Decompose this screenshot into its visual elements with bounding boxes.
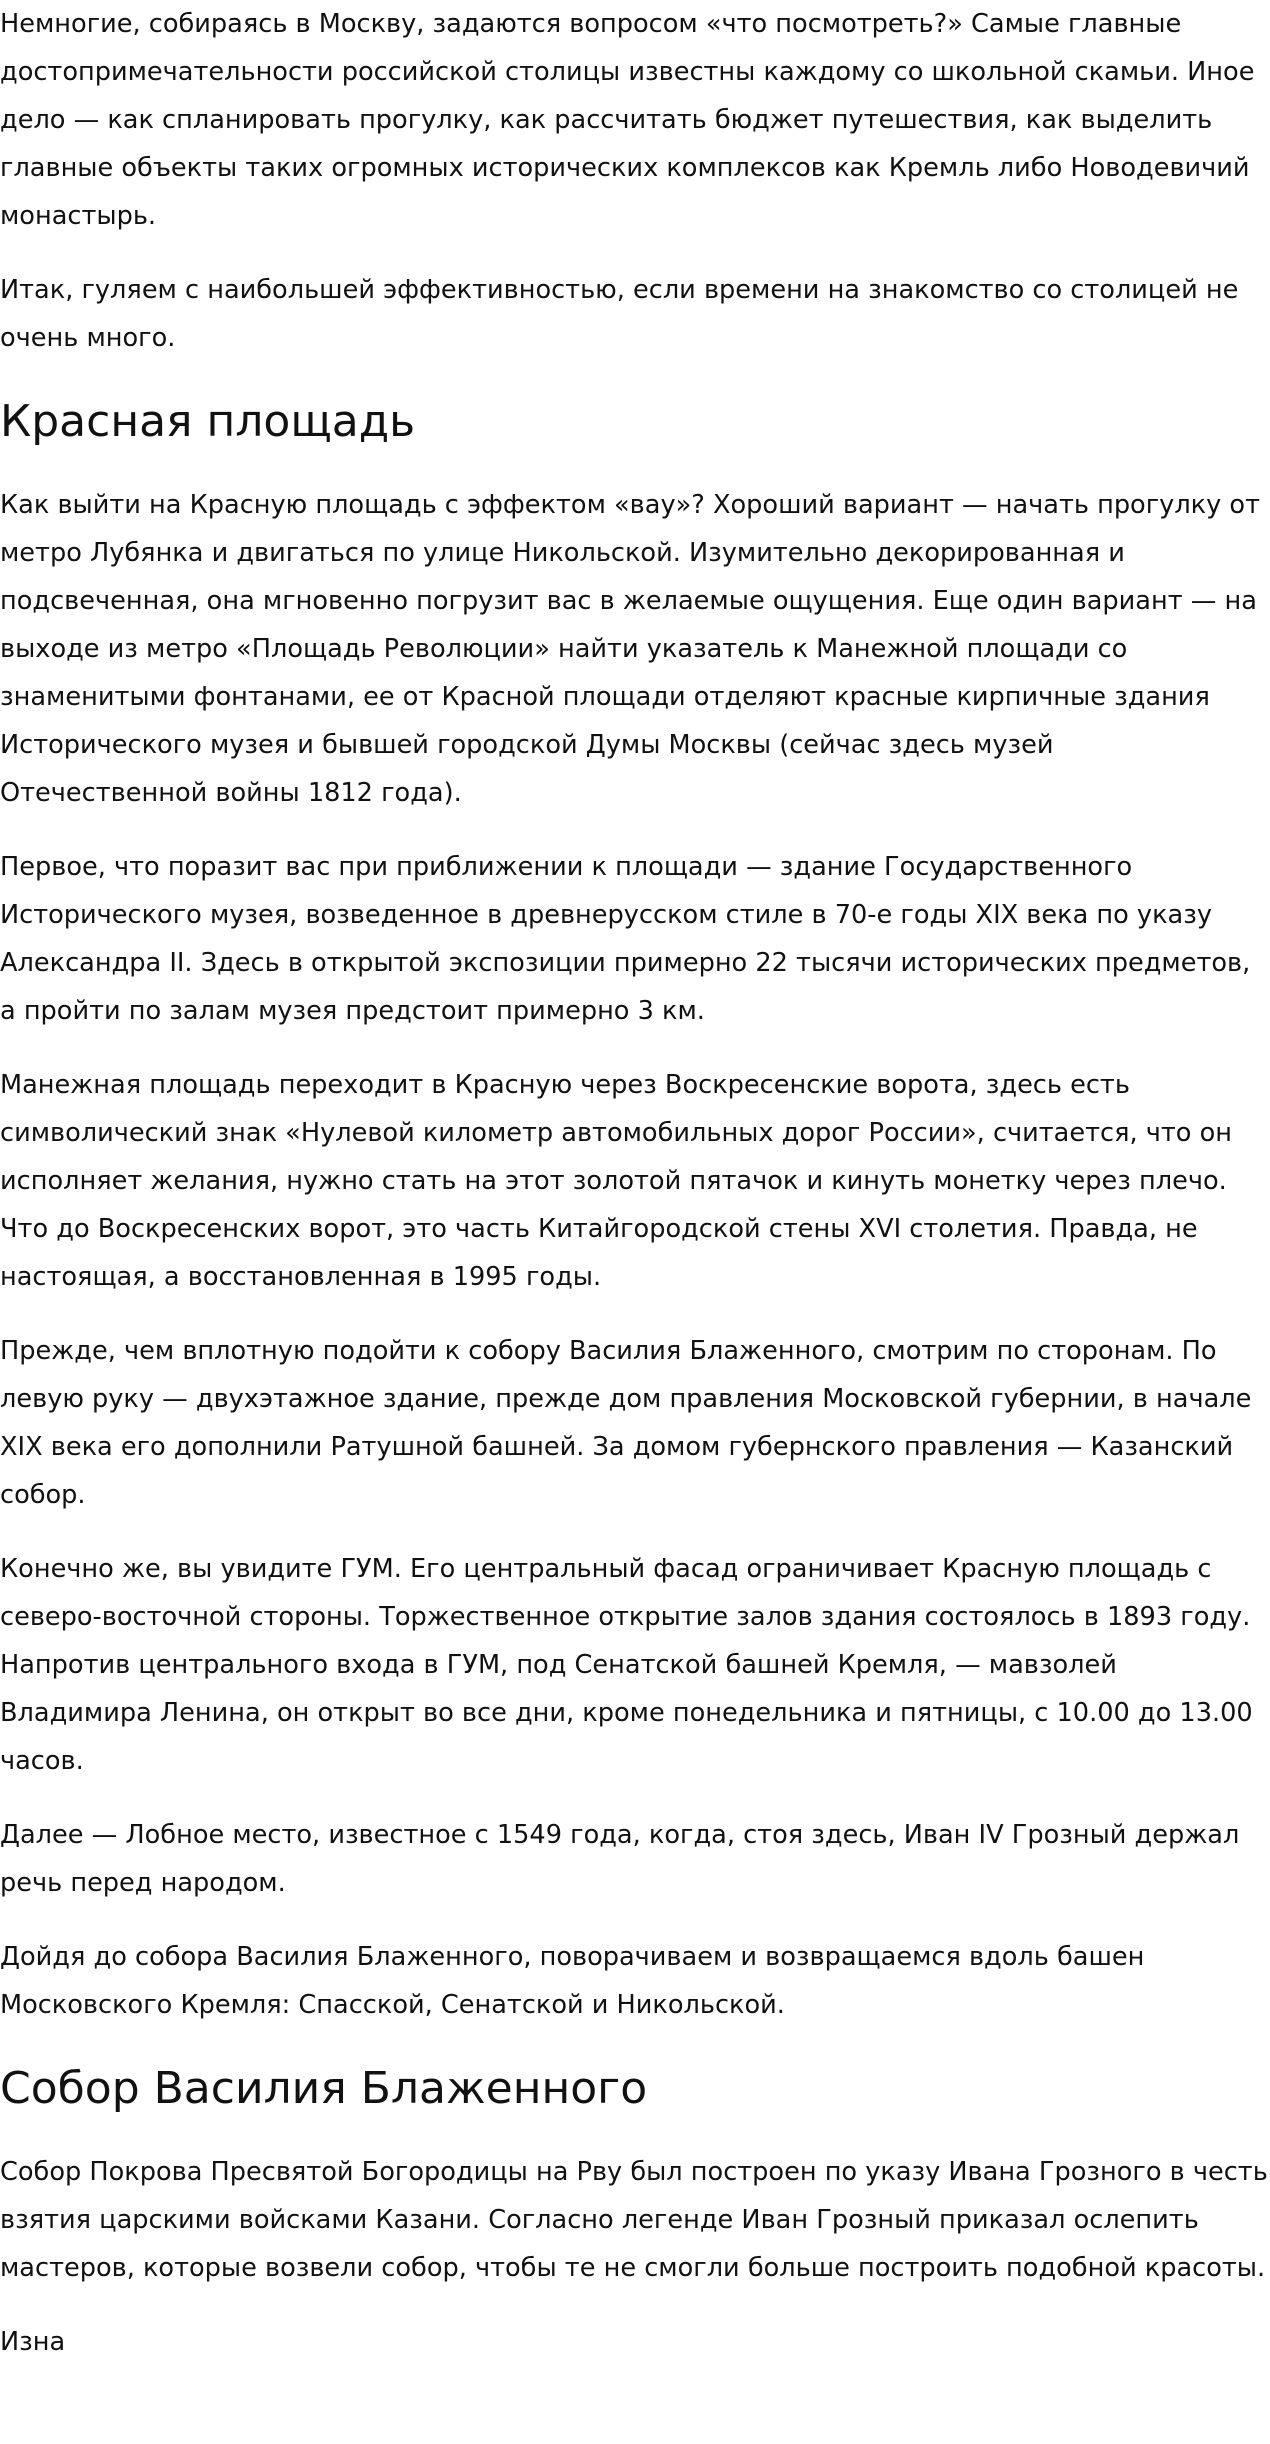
red-square-paragraph-5: Конечно же, вы увидите ГУМ. Его центральный фасад ограничивает Красную площадь с северо-восточной стороны. Торжественное открытие залов здания состоялось в 1893 году. Напротив центрального входа в ГУМ, под Сенатской башней Кремля, — мавзолей Владимира Ленина, он открыт во все дни, кроме понедельника и пятницы, с 10.00 до 13.00 часов. [0,1554,1253,1776]
intro-paragraph-2: Итак, гуляем с наибольшей эффективностью, если времени на знакомство со столицей не очень много. [0,275,1239,353]
section-heading-red-square: Красная площадь [0,396,416,447]
red-square-paragraph-2: Первое, что поразит вас при приближении к площади — здание Государственного Исторического музея, возведенное в древнерусском стиле в 70-е годы XIX века по указу Александра II. Здесь в открытой экспозиции примерно 22 тысячи исторических предметов, а пройти по залам музея предстоит примерно 3 км. [0,852,1251,1026]
intro-paragraph-1: Немногие, собираясь в Москву, задаются вопросом «что посмотреть?» Самые главные достопримечательности российской столицы известны каждому со школьной скамьи. Иное дело — как спланировать прогулку, как рассчитать бюджет путешествия, как выделить главные объекты таких огромных исторических комплексов как Кремль либо Новодевичий монастырь. [0,9,1255,231]
section-heading-st-basil: Собор Василия Блаженного [0,2063,648,2114]
red-square-paragraph-7: Дойдя до собора Василия Блаженного, поворачиваем и возвращаемся вдоль башен Московского Кремля: Спасской, Сенатской и Никольской. [0,1942,1145,2020]
red-square-paragraph-1: Как выйти на Красную площадь с эффектом «вау»? Хороший вариант — начать прогулку от метро Лубянка и двигаться по улице Никольской. Изумительно декорированная и подсвеченная, она мгновенно погрузит вас в желаемые ощущения. Еще один вариант — на выходе из метро «Площадь Революции» найти указатель к Манежной площади со знаменитыми фонтанами, ее от Красной площади отделяют красные кирпичные здания Исторического музея и бывшей городской Думы Москвы (сейчас здесь музей Отечественной войны 1812 года). [0,490,1260,808]
red-square-paragraph-6: Далее — Лобное место, известное с 1549 года, когда, стоя здесь, Иван IV Грозный держал речь перед народом. [0,1820,1240,1898]
st-basil-paragraph-2: Изна [0,2327,66,2357]
red-square-paragraph-4: Прежде, чем вплотную подойти к собору Василия Блаженного, смотрим по сторонам. По левую руку — двухэтажное здание, прежде дом правления Московской губернии, в начале XIX века его дополнили Ратушной башней. За домом губернского правления — Казанский собор. [0,1336,1252,1510]
st-basil-paragraph-1: Собор Покрова Пресвятой Богородицы на Рву был построен по указу Ивана Грозного в честь взятия царскими войсками Казани. Согласно легенде Иван Грозный приказал ослепить мастеров, которые возвели собор, чтобы те не смогли больше построить подобной красоты. [0,2157,1268,2283]
red-square-paragraph-3: Манежная площадь переходит в Красную через Воскресенские ворота, здесь есть символический знак «Нулевой километр автомобильных дорог России», считается, что он исполняет желания, нужно стать на этот золотой пятачок и кинуть монетку через плечо. Что до Воскресенских ворот, это часть Китайгородской стены XVI столетия. Правда, не настоящая, а восстановленная в 1995 годы. [0,1070,1232,1292]
